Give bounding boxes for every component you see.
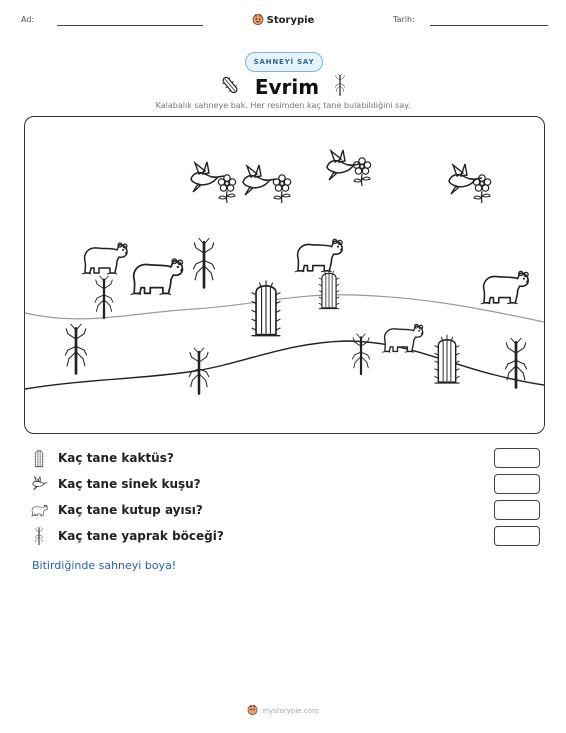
- brand: [0, 10, 566, 29]
- stick-insect-2: [95, 276, 113, 318]
- polar-bear-3: [295, 239, 343, 272]
- scene-illustration: [24, 116, 545, 434]
- name-label: Ad:: [21, 15, 35, 24]
- hummingbird-2: [243, 165, 291, 203]
- question-text: Kaç tane kaktüs?: [58, 451, 174, 465]
- answer-box-polar-bear[interactable]: [494, 500, 540, 520]
- hummingbird-3: [327, 150, 371, 186]
- date-label: Tarih:: [393, 15, 415, 24]
- page-title: Evrim: [254, 75, 320, 99]
- polar-bear-4: [481, 271, 529, 304]
- cactus-3: [434, 335, 459, 383]
- stick-insect-title-icon: [333, 73, 347, 101]
- stick-insect-3: [65, 324, 87, 374]
- hummingbird-4: [449, 164, 491, 203]
- question-text: Kaç tane yaprak böceği?: [58, 529, 224, 543]
- title-row: [0, 73, 566, 101]
- answer-box-hummingbird[interactable]: [494, 474, 540, 494]
- polar-bear-2: [131, 259, 183, 295]
- stick-insect-5: [352, 334, 370, 374]
- footer-url[interactable]: mystorypie.com: [262, 706, 319, 715]
- cactus-1: [252, 280, 281, 335]
- hummingbird-1: [191, 162, 236, 203]
- question-text: Kaç tane sinek kuşu?: [58, 477, 201, 491]
- cactus-icon: [30, 449, 48, 467]
- footer: [0, 704, 566, 717]
- question-text: Kaç tane kutup ayısı?: [58, 503, 203, 517]
- stick-insect-6: [505, 338, 527, 388]
- question-polar-bear: [30, 499, 540, 521]
- stick-insect-icon: [30, 527, 48, 545]
- answer-box-cactus[interactable]: [494, 448, 540, 468]
- hummingbird-icon: [30, 475, 48, 493]
- polar-bear-1: [82, 243, 128, 274]
- instructions: Kalabalık sahneye bak. Her resimden kaç tane bulabildiğini say.: [155, 101, 411, 110]
- cactus-2: [319, 269, 339, 308]
- brand-name: Storypie: [266, 15, 315, 26]
- storypie-logo-icon: [252, 13, 264, 28]
- section-badge: SAHNEYİ SAY: [245, 52, 323, 72]
- date-line[interactable]: [430, 25, 548, 26]
- stick-insect-1: [193, 238, 215, 288]
- finish-instruction: Bitirdiğinde sahneyi boya!: [32, 559, 177, 572]
- polar-bear-icon: [30, 501, 48, 519]
- storypie-footer-icon: [247, 704, 258, 717]
- question-stick-insect: [30, 525, 540, 547]
- question-hummingbird: [30, 473, 540, 495]
- stick-insect-4: [189, 348, 209, 394]
- cactus-title-icon: [219, 74, 241, 100]
- answer-box-stick-insect[interactable]: [494, 526, 540, 546]
- question-cactus: [30, 447, 540, 469]
